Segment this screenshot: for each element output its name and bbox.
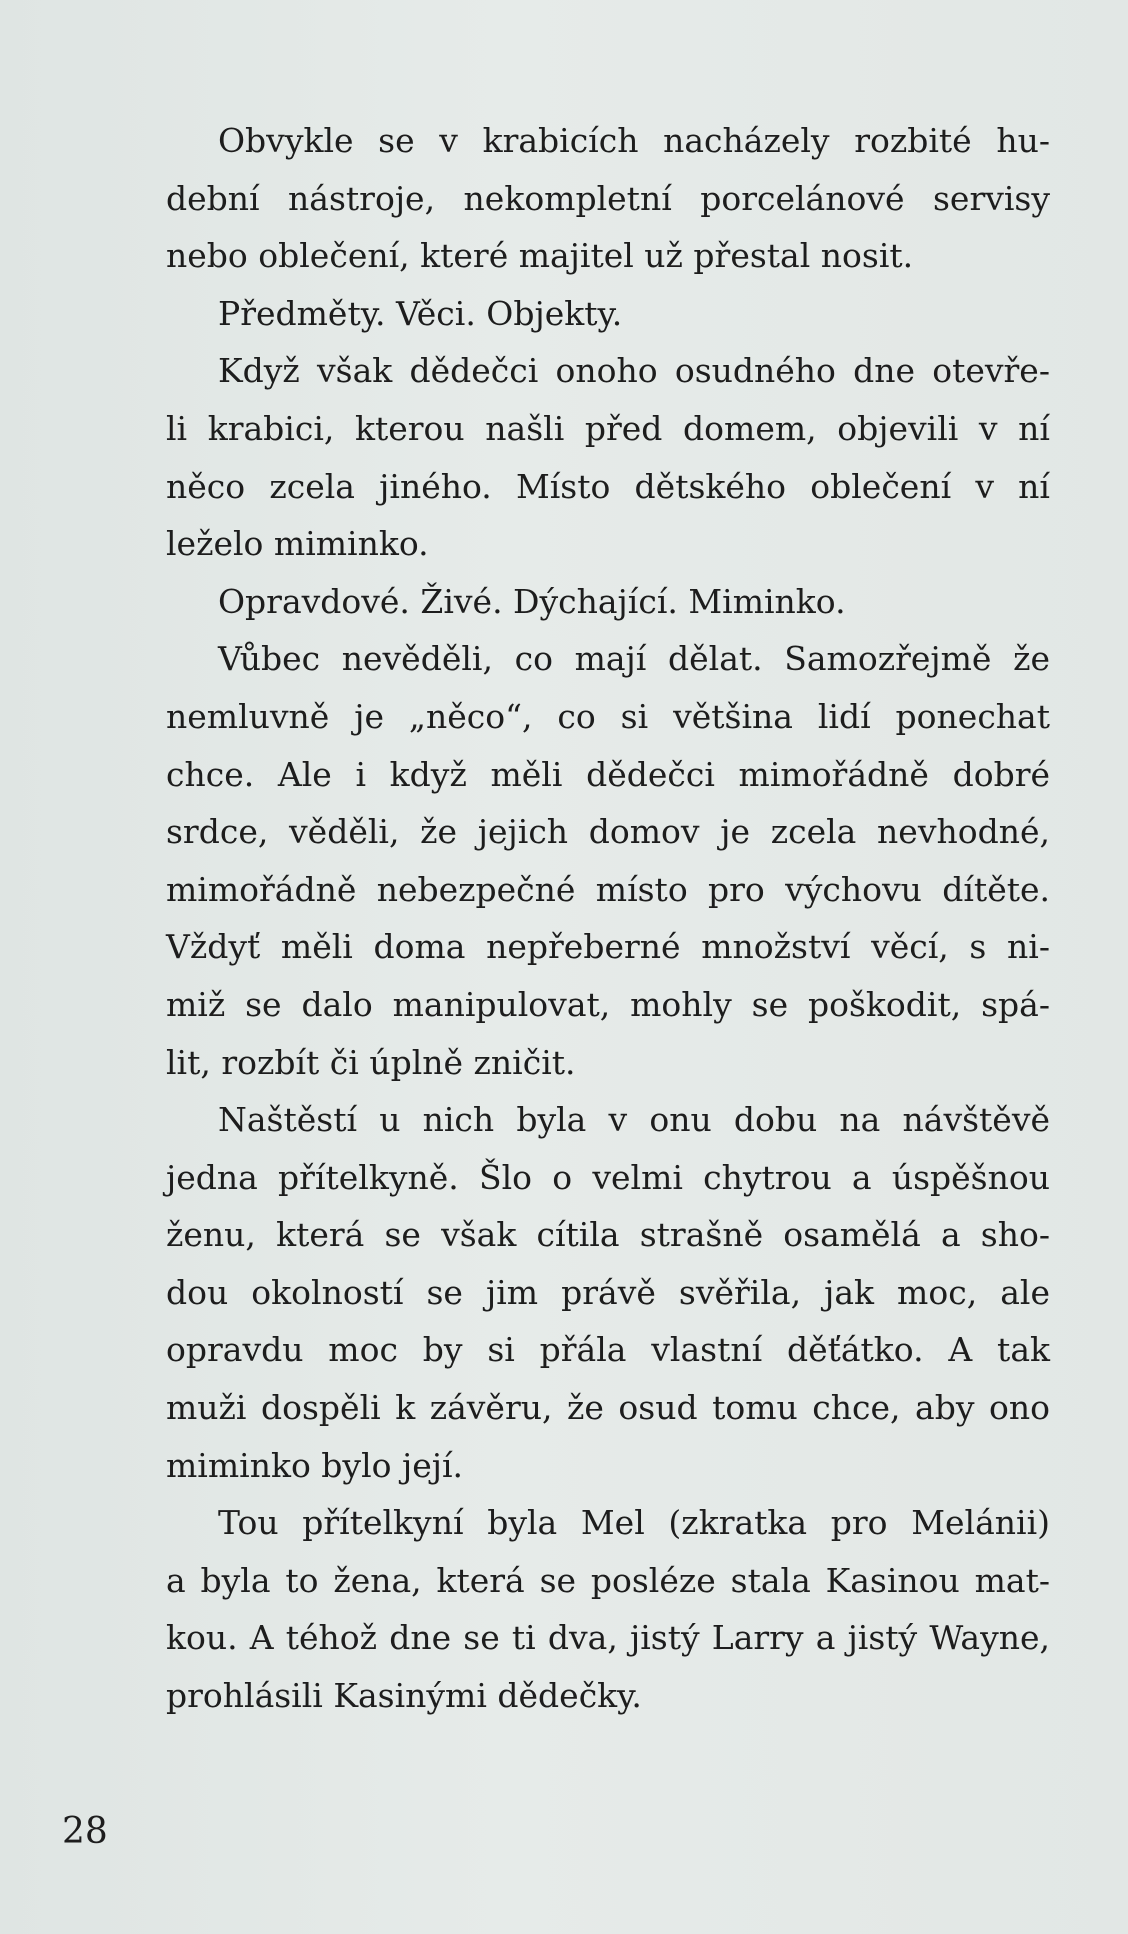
text-line: Předměty. Věci. Objekty. bbox=[218, 293, 623, 333]
text-line: miminko bylo její. bbox=[166, 1445, 464, 1485]
text-line: dební nástroje, nekompletní porcelánové servisy bbox=[166, 178, 1050, 218]
text-line: Naštěstí u nich byla v onu dobu na návštěvě bbox=[218, 1100, 1050, 1140]
text-line: dou okolností se jim právě svěřila, jak moc, ale bbox=[166, 1272, 1050, 1312]
text-line: chce. Ale i když měli dědečci mimořádně dobré bbox=[166, 754, 1050, 794]
text-line: opravdu moc by si přála vlastní děťátko. A tak bbox=[166, 1330, 1050, 1370]
text-line: Vůbec nevěděli, co mají dělat. Samozřejmě že bbox=[218, 639, 1050, 679]
text-line: lit, rozbít či úplně zničit. bbox=[166, 1042, 576, 1082]
text-line: li krabici, kterou našli před domem, objevili v ní bbox=[166, 408, 1050, 448]
text-line: muži dospěli k závěru, že osud tomu chce, aby ono bbox=[166, 1388, 1050, 1428]
text-line: a byla to žena, která se posléze stala Kasinou mat- bbox=[166, 1560, 1050, 1600]
page-number: 28 bbox=[62, 1811, 108, 1852]
text-line: něco zcela jiného. Místo dětského oblečení v ní bbox=[166, 466, 1050, 506]
body-text bbox=[166, 112, 1050, 1725]
text-line: Opravdové. Živé. Dýchající. Miminko. bbox=[218, 581, 846, 621]
text-line: miž se dalo manipulovat, mohly se poškodit, spá- bbox=[166, 984, 1050, 1024]
text-line: srdce, věděli, že jejich domov je zcela nevhodné, bbox=[166, 812, 1050, 852]
text-line: Vždyť měli doma nepřeberné množství věcí, s ni- bbox=[166, 927, 1050, 967]
text-line: Tou přítelkyní byla Mel (zkratka pro Melánii) bbox=[218, 1503, 1050, 1543]
text-line: ženu, která se však cítila strašně osamělá a sho- bbox=[166, 1215, 1050, 1255]
text-line: nebo oblečení, které majitel už přestal nosit. bbox=[166, 236, 914, 276]
text-line: nemluvně je „něco“, co si většina lidí ponechat bbox=[166, 696, 1050, 736]
text-line: kou. A téhož dne se ti dva, jistý Larry a jistý Wayne, bbox=[166, 1618, 1050, 1658]
text-line: leželo miminko. bbox=[166, 524, 429, 564]
text-line: Když však dědečci onoho osudného dne otevře- bbox=[218, 351, 1050, 391]
text-line: prohlásili Kasinými dědečky. bbox=[166, 1676, 642, 1716]
text-line: Obvykle se v krabicích nacházely rozbité hu- bbox=[218, 121, 1050, 160]
text-line: mimořádně nebezpečné místo pro výchovu dítěte. bbox=[166, 869, 1050, 909]
text-line: jedna přítelkyně. Šlo o velmi chytrou a úspěšnou bbox=[166, 1157, 1050, 1197]
